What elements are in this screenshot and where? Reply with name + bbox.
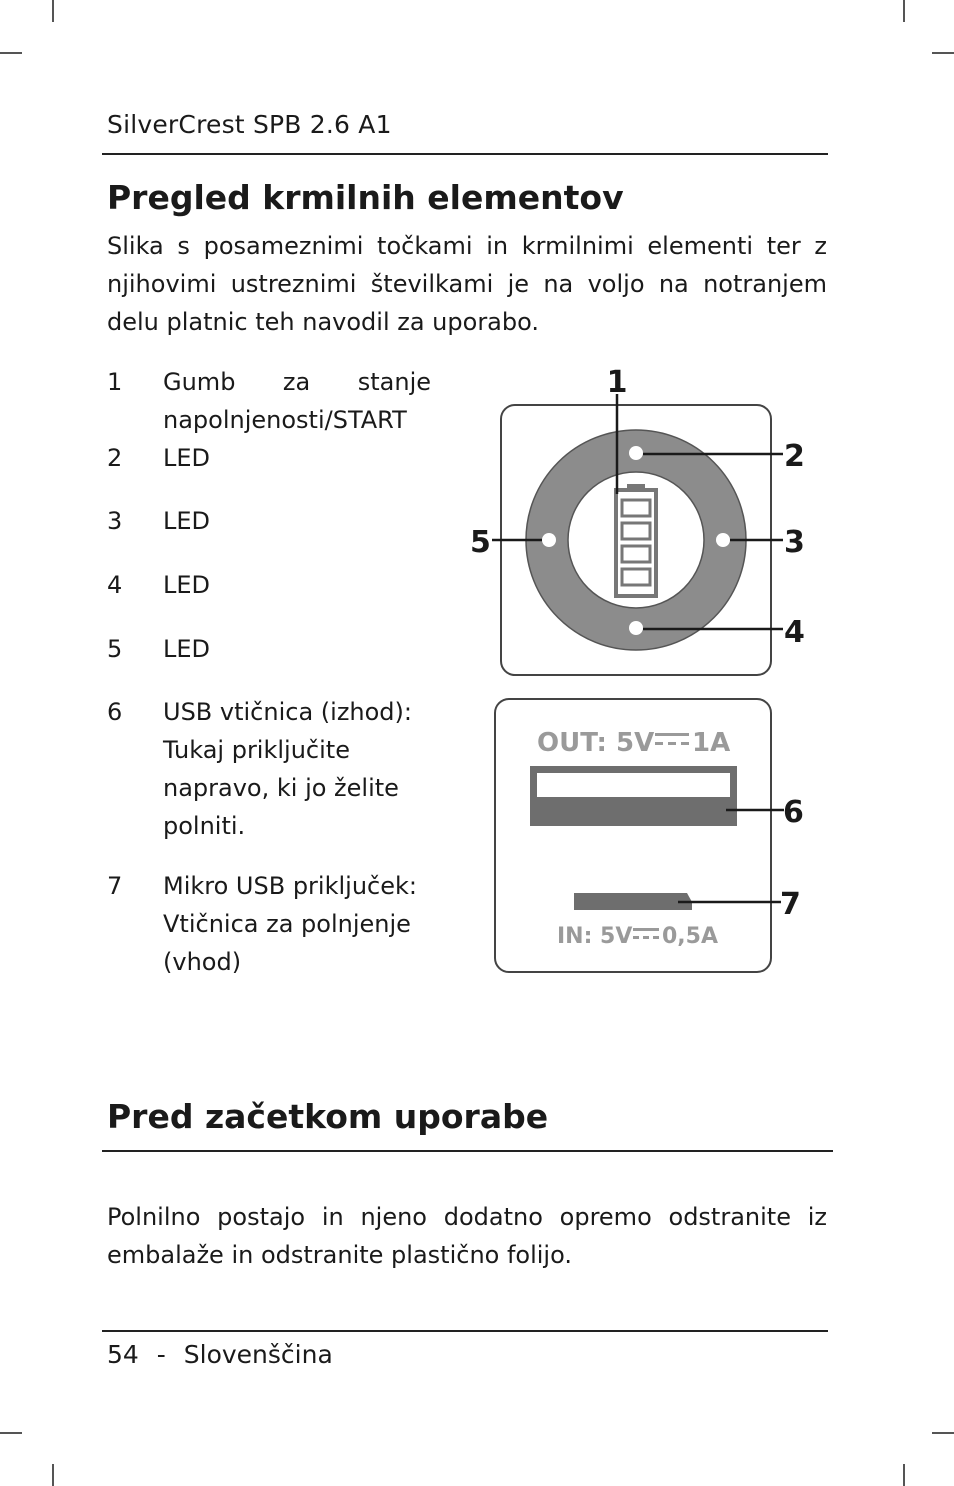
item-text-line: Gumb za stanje — [163, 368, 431, 396]
callout-label-7: 7 — [780, 887, 801, 922]
running-header: SilverCrest SPB 2.6 A1 — [107, 110, 392, 139]
item-number: 2 — [107, 444, 123, 472]
item-text: LED — [163, 444, 211, 472]
callout-label-2: 2 — [784, 439, 805, 474]
item-text: LED — [163, 507, 211, 535]
in-current: 0,5A — [662, 924, 718, 949]
usb-a-port-slot — [537, 773, 730, 797]
out-label: OUT: 5V — [537, 728, 655, 758]
item-number: 3 — [107, 507, 123, 535]
item-text: Mikro USB priključek: Vtičnica za polnjenje (vhod) — [163, 872, 417, 976]
item-number: 5 — [107, 635, 123, 663]
item-number: 6 — [107, 698, 123, 726]
footer-rule — [102, 1330, 828, 1332]
item-text: LED — [163, 571, 211, 599]
page-number: 54 — [107, 1340, 139, 1369]
page-footer — [107, 1340, 333, 1369]
item-text: LED — [163, 635, 211, 663]
footer-separator: - — [156, 1340, 166, 1369]
callout-label-1: 1 — [606, 365, 628, 400]
led-4-dot — [629, 621, 643, 635]
out-current: 1A — [692, 728, 731, 758]
in-label: IN: 5V — [557, 924, 633, 949]
before-use-body: Polnilno postajo in njeno dodatno opremo odstranite iz embalaže in odstranite plastično folijo. — [107, 1203, 827, 1269]
overview-intro: Slika s posameznimi točkami in krmilnimi elementi ter z njihovimi ustreznimi številkami je na voljo na notranjem delu platnic teh navodil za uporabo. — [107, 232, 827, 336]
callout-label-4: 4 — [784, 615, 805, 650]
section-heading-before-use: Pred začetkom uporabe — [107, 1097, 549, 1136]
battery-icon — [616, 484, 656, 596]
item-text: USB vtičnica (izhod): Tukaj priključite napravo, ki jo želite polniti. — [163, 698, 412, 840]
micro-usb-port — [574, 893, 692, 910]
crop-mark — [932, 1432, 954, 1434]
out-rating — [537, 728, 730, 758]
led-2-dot — [629, 446, 643, 460]
footer-language: Slovenščina — [183, 1340, 333, 1369]
callout-label-6: 6 — [783, 795, 804, 830]
callout-label-5: 5 — [470, 525, 491, 560]
crop-mark — [903, 1464, 905, 1486]
item-number: 7 — [107, 872, 123, 900]
section-rule — [102, 1150, 833, 1152]
callout-label-3: 3 — [784, 525, 805, 560]
section-heading-overview: Pregled krmilnih elementov — [107, 178, 624, 217]
item-number: 4 — [107, 571, 123, 599]
item-text-line: napolnjenosti/START — [163, 406, 407, 434]
crop-mark — [52, 1464, 54, 1486]
led-3-dot — [716, 533, 730, 547]
item-number: 1 — [107, 368, 123, 396]
led-5-dot — [542, 533, 556, 547]
crop-mark — [0, 1432, 22, 1434]
